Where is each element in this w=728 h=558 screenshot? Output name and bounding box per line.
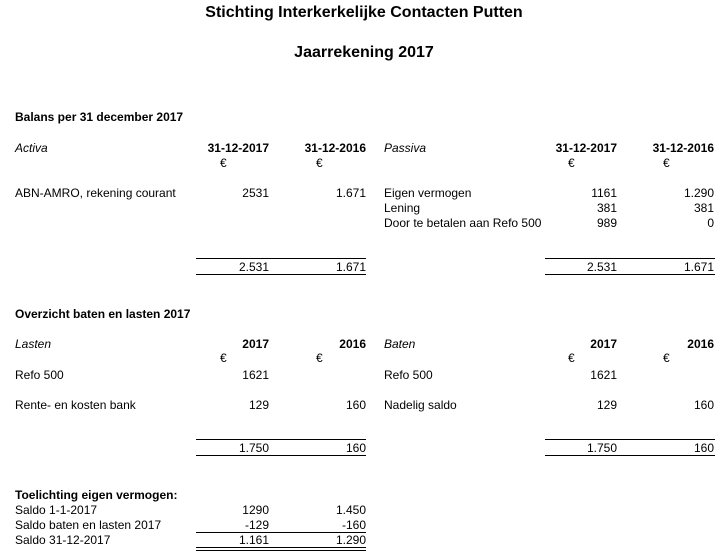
lasten-total-2016: 160 <box>345 441 366 455</box>
toelichting-row-value-2017: 1290 <box>242 503 269 517</box>
passiva-row-value-2017: 1161 <box>591 186 617 200</box>
toelichting-total-rule-bottom <box>196 547 366 548</box>
baten-total-rule-bottom <box>545 455 715 456</box>
baten-col1-header: 2017 <box>590 337 617 351</box>
passiva-total-2016: 1.671 <box>683 260 714 274</box>
toelichting-row-label: Saldo baten en lasten 2017 <box>15 518 162 532</box>
passiva-total-rule-bottom <box>545 274 715 275</box>
lasten-row-label: Rente- en kosten bank <box>15 398 136 412</box>
toelichting-row-label: Saldo 1-1-2017 <box>15 503 98 517</box>
activa-row-value-2017: 2531 <box>242 186 269 200</box>
lasten-col2-header: 2016 <box>339 337 366 351</box>
lasten-total-rule-bottom <box>196 455 366 456</box>
passiva-total-rule-top <box>545 258 715 259</box>
activa-col2-currency: € <box>316 156 323 170</box>
passiva-col2-currency: € <box>663 156 670 170</box>
lasten-row-label: Refo 500 <box>15 368 64 382</box>
activa-row-label: ABN-AMRO, rekening courant <box>15 186 176 200</box>
passiva-row-value-2016: 1.290 <box>683 186 714 200</box>
activa-label: Activa <box>15 141 48 155</box>
activa-col1-header: 31-12-2017 <box>207 141 269 155</box>
lasten-col1-currency: € <box>220 351 227 365</box>
toelichting-row-value-2017: 1.161 <box>238 533 269 547</box>
baten-row-value-2017: 1621 <box>590 368 617 382</box>
baten-row-label: Nadelig saldo <box>384 398 457 412</box>
toelichting-row-value-2016: 1.290 <box>335 533 366 547</box>
lasten-row-value-2017: 129 <box>248 398 269 412</box>
passiva-total-2017: 2.531 <box>586 260 617 274</box>
toelichting-row-value-2016: 1.450 <box>335 503 366 517</box>
baten-row-value-2017: 129 <box>596 398 617 412</box>
baten-col1-currency: € <box>568 351 575 365</box>
passiva-row-value-2016: 381 <box>693 201 714 215</box>
lasten-total-rule-top <box>196 439 366 440</box>
baten-total-2017: 1.750 <box>586 441 617 455</box>
activa-total-rule-top <box>196 258 366 259</box>
baten-col2-header: 2016 <box>687 337 714 351</box>
baten-total-2016: 160 <box>693 441 714 455</box>
passiva-row-label: Lening <box>384 201 421 215</box>
activa-col1-currency: € <box>220 156 227 170</box>
toelichting-row-label: Saldo 31-12-2017 <box>15 533 111 547</box>
baten-row-label: Refo 500 <box>384 368 433 382</box>
activa-total-2016: 1.671 <box>335 260 366 274</box>
toelichting-total-rule-double <box>196 550 366 551</box>
passiva-col1-header: 31-12-2017 <box>555 141 617 155</box>
passiva-label: Passiva <box>384 141 427 155</box>
baten-col2-currency: € <box>663 351 670 365</box>
passiva-row-value-2016: 0 <box>707 216 714 230</box>
baten-label: Baten <box>384 337 416 351</box>
passiva-col2-header: 31-12-2016 <box>652 141 714 155</box>
passiva-col1-currency: € <box>568 156 575 170</box>
passiva-row-value-2017: 989 <box>596 216 617 230</box>
toelichting-heading: Toelichting eigen vermogen: <box>15 488 178 502</box>
toelichting-row-value-2017: -129 <box>244 518 269 532</box>
activa-row-value-2016: 1.671 <box>335 186 366 200</box>
activa-total-rule-bottom <box>196 274 366 275</box>
lasten-row-value-2017: 1621 <box>242 368 269 382</box>
lasten-label: Lasten <box>15 337 52 351</box>
lasten-col2-currency: € <box>316 351 323 365</box>
lasten-total-2017: 1.750 <box>238 441 269 455</box>
passiva-row-label: Door te betalen aan Refo 500 <box>384 216 542 230</box>
lasten-col1-header: 2017 <box>242 337 269 351</box>
activa-col2-header: 31-12-2016 <box>304 141 366 155</box>
activa-total-2017: 2.531 <box>238 260 269 274</box>
baten-row-value-2016: 160 <box>693 398 714 412</box>
document-subtitle: Jaarrekening 2017 <box>294 44 434 61</box>
document-title: Stichting Interkerkelijke Contacten Putten <box>205 4 523 21</box>
overzicht-heading: Overzicht baten en lasten 2017 <box>15 307 191 321</box>
baten-total-rule-top <box>545 439 715 440</box>
lasten-row-value-2016: 160 <box>345 398 366 412</box>
toelichting-row-value-2016: -160 <box>341 518 366 532</box>
passiva-row-label: Eigen vermogen <box>384 186 472 200</box>
balans-heading: Balans per 31 december 2017 <box>15 110 184 124</box>
passiva-row-value-2017: 381 <box>596 201 617 215</box>
